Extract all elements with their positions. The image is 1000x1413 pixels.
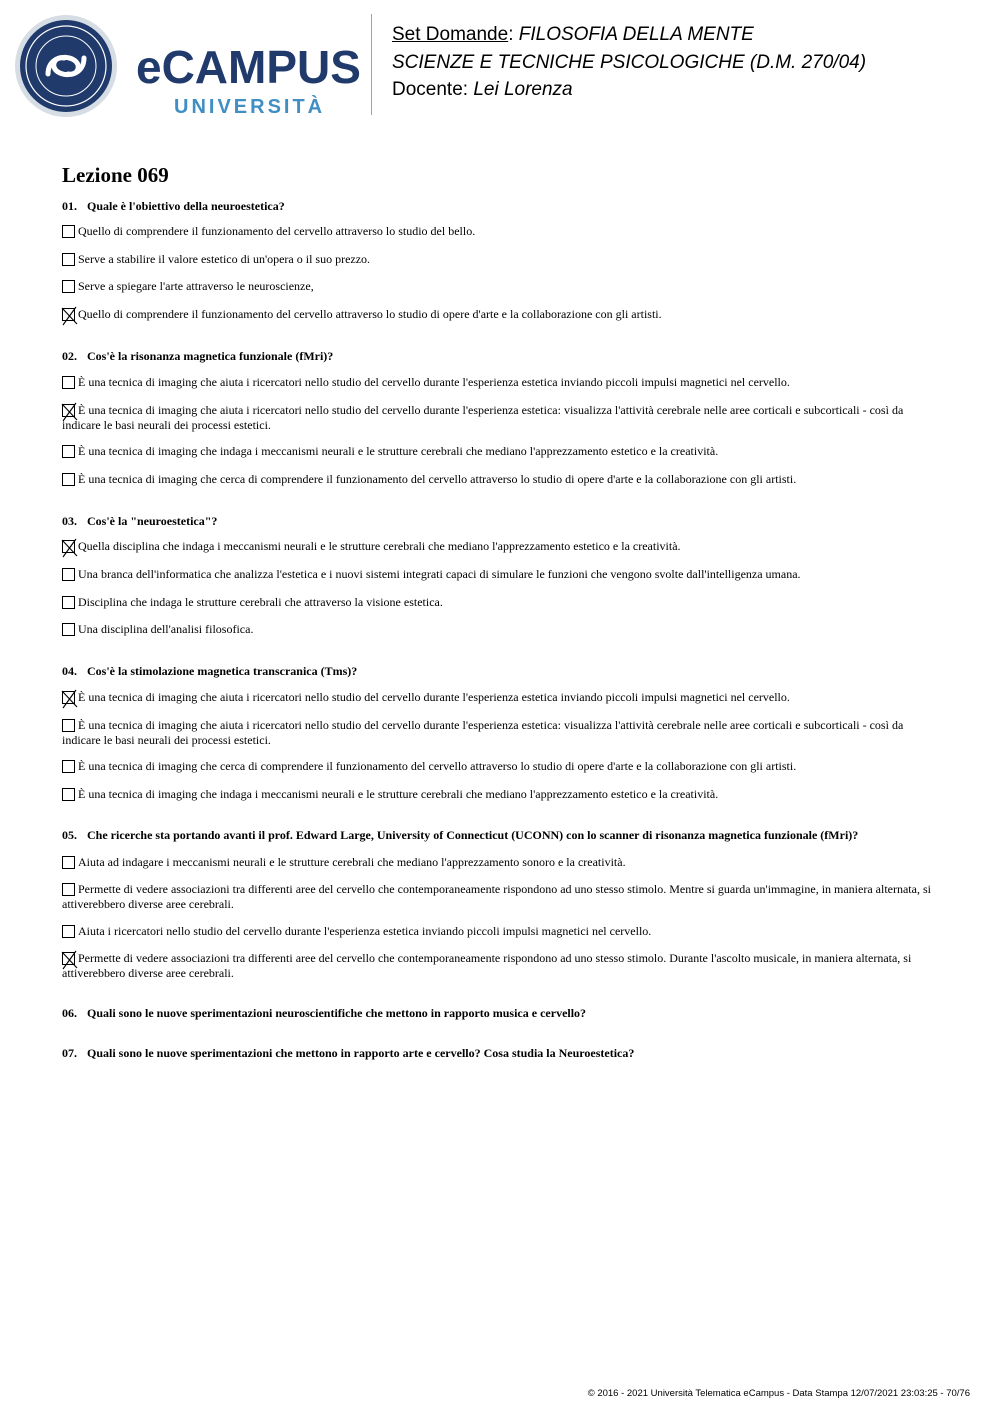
checkbox[interactable] [62, 473, 75, 486]
checkbox[interactable] [62, 760, 75, 773]
checkbox[interactable] [62, 596, 75, 609]
checkbox[interactable] [62, 376, 75, 389]
answer-option[interactable]: Una disciplina dell'analisi filosofica. [62, 622, 938, 637]
checkbox[interactable] [62, 568, 75, 581]
question-03: 03. Cos'è la "neuroestetica"? [62, 514, 218, 528]
checkbox[interactable] [62, 225, 75, 238]
set-label: Set Domande [392, 24, 509, 45]
answer-option[interactable]: Serve a spiegare l'arte attraverso le neuroscienze, [62, 279, 938, 294]
header-divider [371, 14, 372, 115]
checkbox-checked[interactable] [62, 404, 75, 417]
checkbox[interactable] [62, 253, 75, 266]
checkbox-checked[interactable] [62, 952, 75, 965]
brand-subtitle: UNIVERSITÀ [174, 96, 326, 118]
brand-name: eCAMPUS [136, 41, 361, 93]
answer-option[interactable]: È una tecnica di imaging che indaga i meccanismi neurali e le strutture cerebrali che mediano l'apprezzamento estetico e la creatività. [62, 787, 938, 802]
check-mark-icon [60, 537, 80, 559]
question-07: 07. Quali sono le nuove sperimentazioni che mettono in rapporto arte e cervello? Cosa studia la Neuroestetica? [62, 1046, 635, 1060]
checkbox[interactable] [62, 883, 75, 896]
answer-option[interactable]: È una tecnica di imaging che cerca di comprendere il funzionamento del cervello attraverso lo studio di opere d'arte e la collaborazione con gli artisti. [62, 759, 938, 774]
check-mark-icon [60, 401, 80, 423]
answer-option[interactable]: Quello di comprendere il funzionamento del cervello attraverso lo studio del bello. [62, 224, 938, 239]
header-docente-line [392, 80, 573, 99]
checkbox[interactable] [62, 623, 75, 636]
checkbox[interactable] [62, 445, 75, 458]
answer-option[interactable]: Permette di vedere associazioni tra differenti aree del cervello che contemporaneamente rispondono ad uno stesso stimolo. Mentre si guarda un'immagine, in maniera alternata, si attiverebbero diverse aree cerebrali. [62, 882, 931, 911]
answer-option[interactable]: È una tecnica di imaging che aiuta i ricercatori nello studio del cervello durante l'esperienza estetica: visualizza l'attività cerebrale nelle aree corticali e subcorticali - così da indicare le basi neurali dei processi estetici. [62, 718, 904, 747]
answer-option[interactable]: Aiuta ad indagare i meccanismi neurali e le strutture cerebrali che mediano l'apprezzamento sonoro e la creatività. [62, 855, 938, 870]
checkbox[interactable] [62, 788, 75, 801]
answer-option[interactable]: Permette di vedere associazioni tra differenti aree del cervello che contemporaneamente rispondono ad uno stesso stimolo. Durante l'ascolto musicale, in maniera alternata, si attiverebbero diverse aree cerebrali. [62, 951, 912, 980]
answer-option[interactable]: È una tecnica di imaging che cerca di comprendere il funzionamento del cervello attraverso lo studio di opere d'arte e la collaborazione con gli artisti. [62, 472, 938, 487]
answer-option[interactable]: Serve a stabilire il valore estetico di un'opera o il suo prezzo. [62, 252, 938, 267]
checkbox-checked[interactable] [62, 691, 75, 704]
checkbox[interactable] [62, 925, 75, 938]
answer-option[interactable]: Quello di comprendere il funzionamento del cervello attraverso lo studio di opere d'arte e la collaborazione con gli artisti. [62, 307, 938, 322]
question-01: 01. Quale è l'obiettivo della neuroestetica? [62, 199, 285, 213]
question-04: 04. Cos'è la stimolazione magnetica transcranica (Tms)? [62, 664, 358, 678]
checkbox[interactable] [62, 280, 75, 293]
checkbox-checked[interactable] [62, 540, 75, 553]
program-name: SCIENZE E TECNICHE PSICOLOGICHE (D.M. 270/04) [392, 52, 867, 73]
answer-option[interactable]: È una tecnica di imaging che indaga i meccanismi neurali e le strutture cerebrali che mediano l'apprezzamento estetico e la creatività. [62, 444, 938, 459]
checkbox-checked[interactable] [62, 308, 75, 321]
answer-option[interactable]: Quella disciplina che indaga i meccanismi neurali e le strutture cerebrali che mediano l'apprezzamento estetico e la creatività. [62, 539, 938, 554]
answer-option[interactable]: Una branca dell'informatica che analizza l'estetica e i nuovi sistemi integrati capaci di simulare le funzioni che vengono svolte dall'intelligenza umana. [62, 567, 938, 582]
answer-option[interactable]: È una tecnica di imaging che aiuta i ricercatori nello studio del cervello durante l'esperienza estetica inviando piccoli impulsi magnetici nel cervello. [62, 690, 938, 705]
answer-option[interactable]: È una tecnica di imaging che aiuta i ricercatori nello studio del cervello durante l'esperienza estetica inviando piccoli impulsi magnetici nel cervello. [62, 375, 938, 390]
answer-option[interactable]: Aiuta i ricercatori nello studio del cervello durante l'esperienza estetica inviando piccoli impulsi magnetici nel cervello. [62, 924, 938, 939]
course-name: FILOSOFIA DELLA MENTE [518, 24, 754, 45]
check-mark-icon [60, 949, 80, 971]
check-mark-icon [60, 688, 80, 710]
lesson-title: Lezione 069 [62, 163, 169, 187]
docente-label: Docente: [392, 79, 469, 100]
check-mark-icon [60, 305, 80, 327]
checkbox[interactable] [62, 719, 75, 732]
ecampus-logo [14, 14, 359, 118]
question-02: 02. Cos'è la risonanza magnetica funzionale (fMri)? [62, 349, 334, 363]
page-footer: © 2016 - 2021 Università Telematica eCampus - Data Stampa 12/07/2021 23:03:25 - 70/76 [587, 1388, 970, 1399]
university-seal-icon [14, 14, 118, 118]
answer-option[interactable]: È una tecnica di imaging che aiuta i ricercatori nello studio del cervello durante l'esperienza estetica: visualizza l'attività cerebrale nelle aree corticali e subcorticali - così da indicare le basi neurali dei processi estetici. [62, 403, 904, 432]
header-course-line: Set Domande: FILOSOFIA DELLA MENTE [392, 24, 754, 45]
question-06: 06. Quali sono le nuove sperimentazioni neuroscientifiche che mettono in rapporto musica e cervello? [62, 1006, 587, 1020]
answer-option[interactable]: Disciplina che indaga le strutture cerebrali che attraverso la visione estetica. [62, 595, 938, 610]
question-05: 05. Che ricerche sta portando avanti il prof. Edward Large, University of Connecticut (UCONN) con lo scanner di risonanza magnetica funzionale (fMri)? [62, 828, 859, 842]
docente-name: Lei Lorenza [473, 79, 573, 100]
checkbox[interactable] [62, 856, 75, 869]
